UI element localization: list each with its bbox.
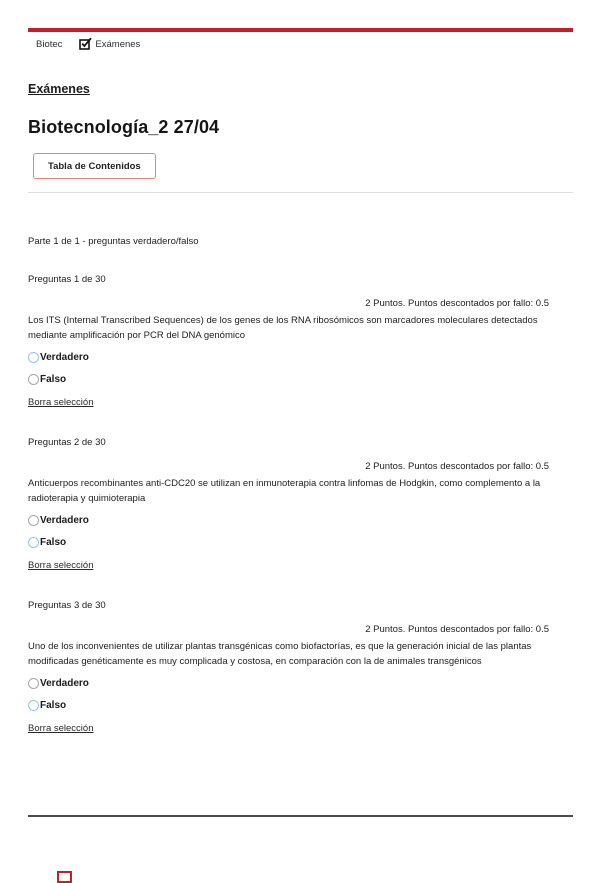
radio-falso[interactable]: [28, 537, 39, 548]
question-points: 2 Puntos. Puntos descontados por fallo: 0.5: [365, 461, 549, 472]
option-falso[interactable]: [28, 698, 573, 713]
clear-selection-link[interactable]: Borra selección: [28, 723, 94, 734]
course-name[interactable]: Biotec: [36, 38, 63, 50]
verdadero-label: Verdadero: [40, 515, 89, 526]
radio-verdadero[interactable]: [28, 352, 39, 363]
verdadero-label: Verdadero: [40, 352, 89, 363]
question-points: 2 Puntos. Puntos descontados por fallo: 0.5: [365, 298, 549, 309]
table-of-contents-button[interactable]: Tabla de Contenidos: [33, 153, 156, 179]
question-text: Anticuerpos recombinantes anti-CDC20 se utilizan en inmunoterapia contra linfomas de Hodgkin, como complemento a la radioterapia y quimioterapia: [28, 478, 541, 504]
exam-page: [0, 28, 600, 736]
page-bottom-divider: [28, 815, 573, 817]
falso-label: Falso: [40, 374, 67, 385]
examenes-section-link[interactable]: Exámenes: [28, 82, 90, 96]
falso-label: Falso: [40, 700, 67, 711]
option-verdadero[interactable]: [28, 676, 573, 691]
question-text: Uno de los inconvenientes de utilizar plantas transgénicas como biofactorías, es que la generación inicial de las plantas modificadas genéticamente es muy complicada y costosa, en comparación con la de animales transgénicos: [28, 641, 532, 667]
tab-examenes[interactable]: [79, 38, 140, 51]
part-label: Parte 1 de 1 - preguntas verdadero/falso: [28, 236, 199, 247]
question-list: [28, 274, 573, 736]
tab-label: Exámenes: [95, 38, 141, 50]
next-page-checkbox-icon: [57, 871, 72, 883]
top-accent-bar: [28, 28, 573, 32]
option-falso[interactable]: [28, 372, 573, 387]
header-divider: [28, 192, 573, 193]
radio-falso[interactable]: [28, 374, 39, 385]
question-points: 2 Puntos. Puntos descontados por fallo: 0.5: [365, 624, 549, 635]
radio-falso[interactable]: [28, 700, 39, 711]
clear-selection-link[interactable]: Borra selección: [28, 560, 94, 571]
option-verdadero[interactable]: [28, 350, 573, 365]
clear-selection-link[interactable]: Borra selección: [28, 397, 94, 408]
verdadero-label: Verdadero: [40, 678, 89, 689]
breadcrumb: [28, 37, 573, 51]
question-number: Preguntas 2 de 30: [28, 437, 106, 448]
question-number: Preguntas 1 de 30: [28, 274, 106, 285]
radio-verdadero[interactable]: [28, 678, 39, 689]
question-block: [28, 600, 573, 736]
question-text: Los ITS (Internal Transcribed Sequences) de los genes de los RNA ribosómicos son marcadores moleculares detectados mediante amplificación por PCR del DNA genómico: [28, 315, 538, 341]
option-falso[interactable]: [28, 535, 573, 550]
exam-title: Biotecnología_2 27/04: [28, 117, 220, 137]
question-block: [28, 437, 573, 573]
radio-verdadero[interactable]: [28, 515, 39, 526]
question-number: Preguntas 3 de 30: [28, 600, 106, 611]
falso-label: Falso: [40, 537, 67, 548]
option-verdadero[interactable]: [28, 513, 573, 528]
checked-checkbox-icon: [79, 37, 92, 50]
question-block: [28, 274, 573, 410]
